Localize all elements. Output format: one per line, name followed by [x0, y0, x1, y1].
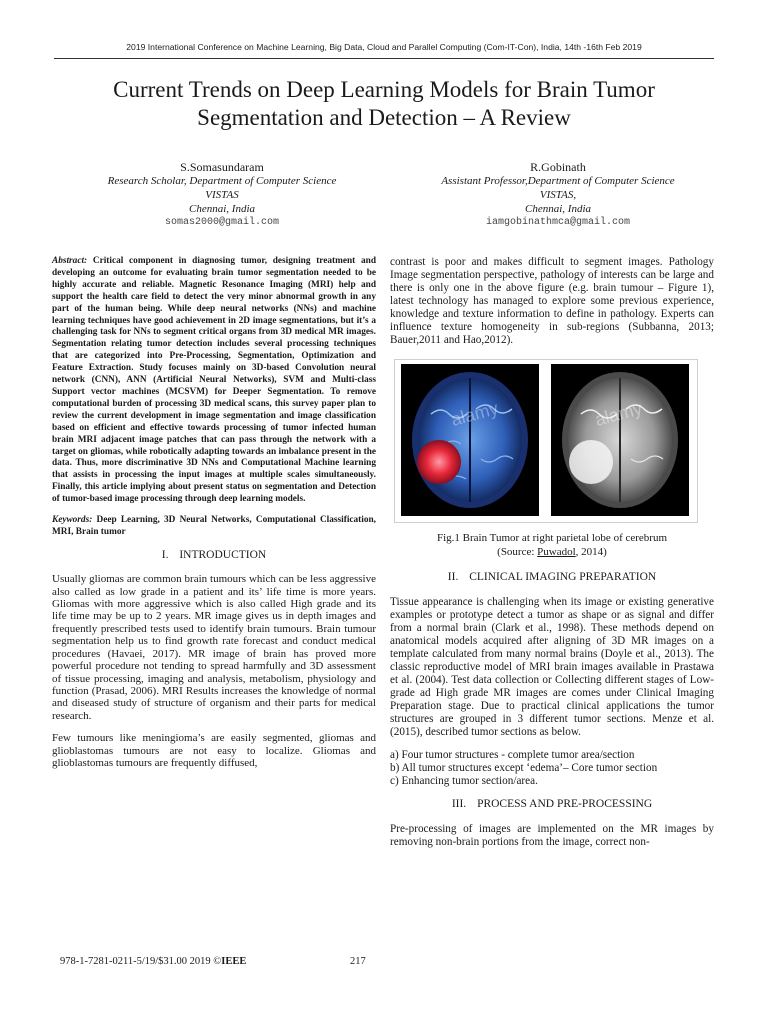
- source-link[interactable]: Puwadol: [537, 546, 576, 558]
- section-title: CLINICAL IMAGING PREPARATION: [469, 571, 657, 583]
- author-block-2: [388, 160, 728, 230]
- watermark-text: alamy: [592, 398, 645, 430]
- footer-isbn: 978-1-7281-0211-5/19/$31.00 2019 ©IEEE: [60, 956, 247, 967]
- caption-source: (Source: Puwadol, 2014): [497, 546, 607, 558]
- intro-paragraph: Few tumours like meningioma’s are easily segmented, gliomas and glioblastomas tumours are not easy to localize. Gliomas and glioblastomas tumours are frequently diffused,: [52, 732, 376, 769]
- header-rule: [54, 58, 714, 59]
- author-email[interactable]: iamgobinathmca@gmail.com: [485, 217, 631, 228]
- author-location: Chennai, India: [525, 203, 591, 215]
- section-heading-introduction: [52, 549, 376, 561]
- keywords: [52, 515, 376, 539]
- author-institution: VISTAS,: [539, 189, 577, 201]
- section-title: PROCESS AND PRE-PROCESSING: [477, 798, 653, 810]
- tumor-list: [390, 749, 714, 788]
- paper-title: [40, 76, 728, 132]
- intro-paragraph: Usually gliomas are common brain tumours which can be less aggressive also called as low grade in a patient and its’ life time is more years. Gliomas with more aggressive which is also called High grade and its life time may be up to 2 years. MR image gives us in depth images and frequently prescribed tests used to identify brain tumours. Brain tumour segmentation help us to find growth rate forecast and conduct medical procedures (Havaei, 2017). MR image of brain has proved more powerful procedure not tending to spread harmfully and 3D assessment of tissue processing, imaging and analysis, metabolism, physiology and function (Prasad, 2006). MRI Results increases the knowledge of normal and diseased study of structure of organism and their parts for medical research.: [52, 573, 376, 722]
- abstract-text: Critical component in diagnosing tumor, designing treatment and developing an outcome for evaluating brain tumor segmentation needed to be highly accurate and reliable. Magnetic Resonance Imaging (MRI) help and support the health care field to detect the very minor abnormal growth in any part of the human being. While deep neural networks (NNs) and machine learning techniques have good achievement in 2D image segmentations, but it’s a challenging task for NNs to segment critical organs from 3D medical MR images. Segmentation relating tumor detection includes several processing techniques that are categorized into Pre-Processing, Segmentation, Optimization and Feature Extraction. Study focuses mainly on 3D-based Convolution neural network (CNN), ANN (Artificial Neural Networks), SVM and Multi-class Support vector machines (MCSVM) for Deeper Segmentation. To remove computational burden of processing 3D medical scans, this survey paper plan to review the current development in image segmentation and image classification based on efficient and effective towards processing of tumor infected human brain MRI adjacent image patches that can pass through the network with a target on gliomas, while robotically adapting towards an imbalance present in the data. Thus, more discriminative 3D NNs and Computational Machine learning that assists in processing the input images at multiple scales simultaneously. Finally, this article implying about present status on segmentation and Detection of tumor-based image processing through deep learning models.: [52, 256, 376, 505]
- author-affiliation: Assistant Professor,Department of Computer Science: [441, 175, 675, 187]
- ieee-brand: IEEE: [221, 956, 247, 967]
- conference-header: 2019 International Conference on Machine Learning, Big Data, Cloud and Parallel Computing (Com-IT-Con), India, 14th -16th Feb 2019: [126, 42, 642, 52]
- figure-1: [394, 359, 698, 523]
- title-line-1: Current Trends on Deep Learning Models for Brain Tumor: [113, 77, 655, 102]
- watermark-text: alamy: [448, 398, 501, 430]
- caption-text: Fig.1 Brain Tumor at right parietal lobe of cerebrum: [436, 532, 668, 544]
- mri-grayscale-image: [551, 364, 689, 516]
- body-paragraph: contrast is poor and makes difficult to segment images. Pathology Image segmentation perspective, pathology of interests can be large and there is only one in the above figure (e.g. brain tumour – Figure 1), latest technology has managed to explore some previous experience, knowledge and texture information to define in pathology. Experts can influence texture homogeneity in sub-regions (Subbanna, 2013; Bauer,2011 and Hao,2012).: [390, 256, 714, 346]
- mri-color-image: [401, 364, 539, 516]
- author-location: Chennai, India: [189, 203, 255, 215]
- keywords-label: Keywords:: [52, 515, 93, 526]
- figure-caption: [390, 531, 714, 559]
- list-item: a) Four tumor structures - complete tumor area/section: [390, 749, 635, 761]
- right-column: [390, 256, 714, 859]
- list-item: b) All tumor structures except ‘edema’– Core tumor section: [390, 762, 658, 774]
- section-title: INTRODUCTION: [179, 548, 267, 561]
- author-affiliation: Research Scholar, Department of Computer Science: [107, 175, 337, 187]
- section-heading-clinical: [390, 571, 714, 584]
- author-block-1: [52, 160, 392, 230]
- author-name: S.Somasundaram: [180, 160, 264, 174]
- section-number: I.: [161, 548, 169, 561]
- keywords-text: Deep Learning, 3D Neural Networks, Computational Classification, MRI, Brain tumor: [52, 515, 377, 537]
- author-institution: VISTAS: [205, 189, 239, 201]
- list-item: c) Enhancing tumor section/area.: [390, 775, 538, 787]
- abstract-label: Abstract:: [52, 256, 88, 266]
- author-email[interactable]: somas2000@gmail.com: [164, 217, 280, 228]
- title-line-2: Segmentation and Detection – A Review: [197, 105, 571, 130]
- section-number: III.: [451, 798, 467, 810]
- author-name: R.Gobinath: [530, 160, 586, 174]
- page-number: 217: [350, 956, 366, 967]
- process-paragraph: Pre-processing of images are implemented on the MR images by removing non-brain portions from the image, correct non-: [390, 823, 714, 848]
- section-heading-process: [390, 798, 714, 811]
- clinical-paragraph: Tissue appearance is challenging when its image or existing generative examples or prototype detect a tumor as shape or as signal and differ from a normal brain (Clark et al., 1998). These methods depend on anatomical models acquired after aligning of 3D MR images on a template calculated from many normal brains (Doyle et al., 2013). The classic reproductive model of MRI brain images available in Prastawa et al. (2004). Test data collection or Collecting different stages of Low-grade ad High grade MR images are comes under Clinical Imaging Preparation stage. Due to practical clinical applications the tumor structures are grouped in 3 different tumor sections. Menze et al. (2015), described tumor sections as below.: [390, 596, 714, 738]
- abstract: [52, 256, 376, 506]
- section-number: II.: [447, 571, 459, 583]
- left-column: [52, 256, 376, 779]
